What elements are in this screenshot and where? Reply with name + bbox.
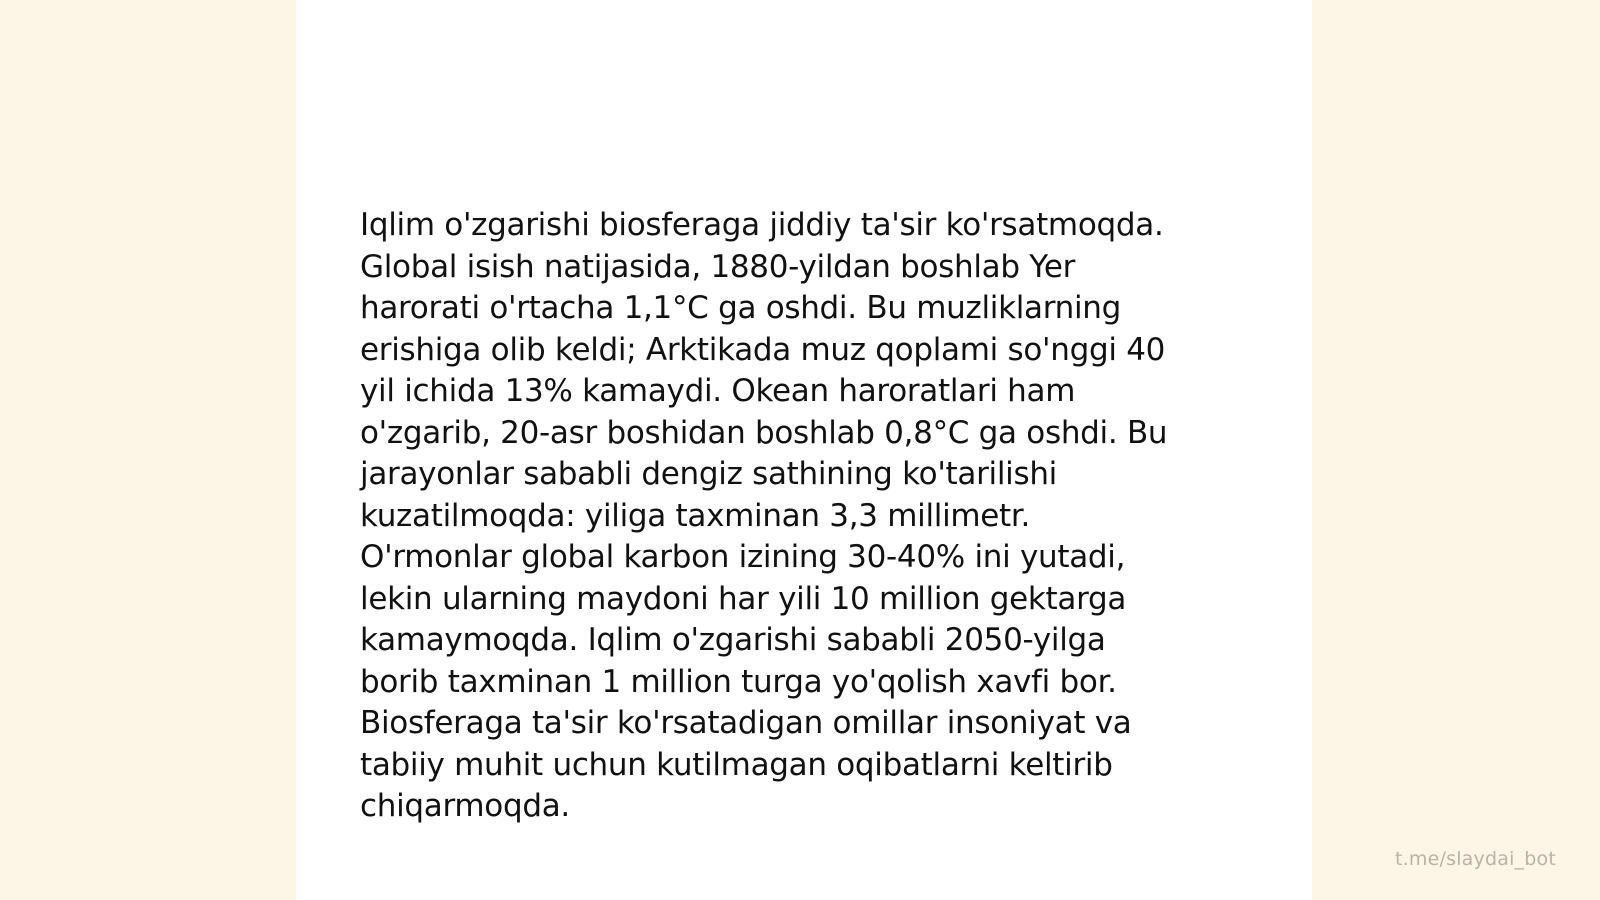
slide (296, 0, 1312, 900)
text-line-2: Global isish natijasida, 1880-yildan boshlab Yer (360, 248, 1076, 285)
text-line-13: Biosferaga ta'sir ko'rsatadigan omillar insoniyat va (360, 705, 1132, 741)
text-line-15: chiqarmoqda. (360, 788, 570, 824)
text-line-1: Iqlim o'zgarishi biosferaga jiddiy ta'sir ko'rsatmoqda. (360, 207, 1164, 243)
text-line-9: O'rmonlar global karbon izining 30-40% ini yutadi, (360, 539, 1126, 575)
text-line-6: o'zgarib, 20-asr boshidan boshlab 0,8°C ga oshdi. Bu (360, 414, 1168, 451)
text-line-5: yil ichida 13% kamaydi. Okean haroratlari ham (360, 373, 1076, 409)
text-line-10: lekin ularning maydoni har yili 10 million gektarga (360, 580, 1127, 617)
text-line-8: kuzatilmoqda: yiliga taxminan 3,3 millimetr. (360, 497, 1031, 534)
watermark-link: t.me/slaydai_bot (1395, 848, 1556, 870)
text-line-14: tabiiy muhit uchun kutilmagan oqibatlarni keltirib (360, 746, 1113, 783)
slide-body-text (360, 205, 1230, 828)
text-line-7: jarayonlar sababli dengiz sathining ko'tarilishi (360, 456, 1057, 492)
text-line-12: borib taxminan 1 million turga yo'qolish xavfi bor. (360, 663, 1117, 700)
text-line-11: kamaymoqda. Iqlim o'zgarishi sababli 2050-yilga (360, 622, 1106, 658)
text-line-4: erishiga olib keldi; Arktikada muz qoplami so'nggi 40 (360, 331, 1166, 368)
text-line-3: harorati o'rtacha 1,1°C ga oshdi. Bu muzliklarning (360, 290, 1122, 326)
